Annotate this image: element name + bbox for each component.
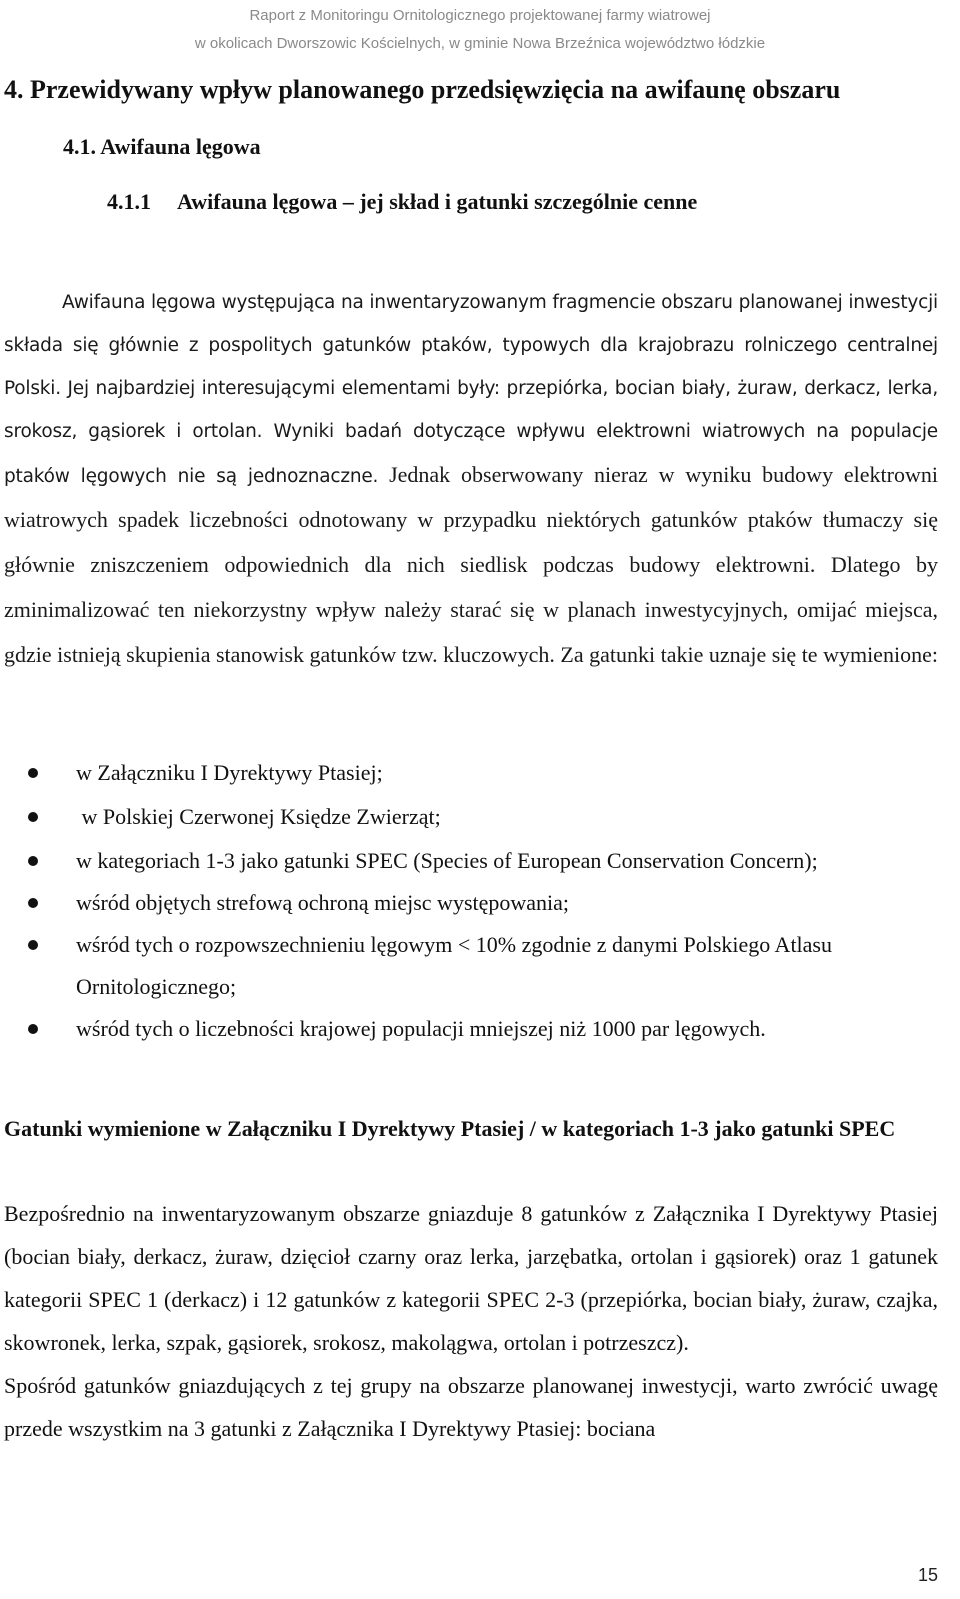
subsubsection-heading <box>107 186 697 218</box>
list-item-text: wśród tych o rozpowszechnieniu lęgowym < 10% zgodnie z danymi Polskiego Atlasu Ornitologicznego; <box>76 932 832 999</box>
list-item <box>0 924 950 1008</box>
subsubsection-title: Awifauna lęgowa – jej skład i gatunki szczególnie cenne <box>177 189 698 214</box>
list-item <box>0 752 950 794</box>
subsubsection-number: 4.1.1 <box>107 189 151 214</box>
bullet-icon <box>28 898 38 908</box>
bullet-icon <box>28 856 38 866</box>
list-item-text: w kategoriach 1-3 jako gatunki SPEC (Species of European Conservation Concern); <box>76 848 818 873</box>
subsection-heading: 4.1. Awifauna lęgowa <box>63 134 261 159</box>
bullet-icon <box>28 940 38 950</box>
species-text-1: Bezpośrednio na inwentaryzowanym obszarze gniazduje 8 gatunków z Załącznika I Dyrektywy Ptasiej (bocian biały, derkacz, żuraw, dzięcioł czarny oraz lerka, jarzębatka, ortolan i gąsiorek) oraz 1 gatunek kategorii SPEC 1 (derkacz) i 12 gatunków z kategorii SPEC 2-3 (przepiórka, bocian biały, żuraw, czajka, skowronek, lerka, szpak, gąsiorek, srokosz, makolągwa, ortolan i potrzeszcz). <box>4 1201 938 1355</box>
list-item <box>0 840 950 882</box>
section-heading: 4. Przewidywany wpływ planowanego przedsięwzięcia na awifaunę obszaru <box>4 75 841 104</box>
list-item <box>0 1008 950 1050</box>
list-item <box>0 882 950 924</box>
list-item-text: wśród tych o liczebności krajowej populacji mniejszej niż 1000 par lęgowych. <box>76 1016 766 1041</box>
species-paragraph <box>4 1192 938 1450</box>
criteria-list <box>0 752 950 1050</box>
bullet-icon <box>28 812 38 822</box>
bullet-icon <box>28 1024 38 1034</box>
header-line-1: Raport z Monitoringu Ornitologicznego projektowanej farmy wiatrowej <box>249 7 711 24</box>
intro-paragraph <box>4 281 938 678</box>
list-item-text: w Załączniku I Dyrektywy Ptasiej; <box>76 760 383 785</box>
intro-text-part-2: Jednak obserwowany nieraz w wyniku budowy elektrowni wiatrowych spadek liczebności odnotowany w przypadku niektórych gatunków ptaków tłumaczy się głównie zniszczeniem odpowiednich dla nich siedlisk podczas budowy elektrowni. Dlatego by zminimalizować ten niekorzystny wpływ należy starać się w planach inwestycyjnych, omijać miejsca, gdzie istnieją skupienia stanowisk gatunków tzw. kluczowych. <box>4 462 938 667</box>
list-item-text: w Polskiej Czerwonej Księdze Zwierząt; <box>76 804 441 829</box>
list-item-text: wśród objętych strefową ochroną miejsc występowania; <box>76 890 570 915</box>
bullet-icon <box>28 768 38 778</box>
page-number: 15 <box>917 1565 938 1585</box>
header-line-2: w okolicach Dworszowic Kościelnych, w gminie Nowa Brzeźnica województwo łódzkie <box>194 35 766 52</box>
intro-text-part-3: Za gatunki takie uznaje się te wymienione: <box>554 642 938 667</box>
intro-text-part-1: Awifauna lęgowa występująca na inwentaryzowanym fragmencie obszaru planowanej inwestycji składa się głównie z pospolitych gatunków ptaków, typowych dla krajobrazu rolniczego centralnej Polski. Jej najbardziej interesującymi elementami były: przepiórka, bocian biały, żuraw, derkacz, lerka, srokosz, gąsiorek i ortolan. Wyniki badań dotyczące wpływu elektrowni wiatrowych na populacje ptaków lęgowych nie są jednoznaczne. <box>4 292 938 487</box>
list-item <box>0 796 950 838</box>
species-heading: Gatunki wymienione w Załączniku I Dyrektywy Ptasiej / w kategoriach 1-3 jako gatunki SPEC <box>4 1116 896 1141</box>
species-text-2: Spośród gatunków gniazdujących z tej grupy na obszarze planowanej inwestycji, warto zwrócić uwagę przede wszystkim na 3 gatunki z Załącznika I Dyrektywy Ptasiej: bociana <box>4 1373 938 1441</box>
